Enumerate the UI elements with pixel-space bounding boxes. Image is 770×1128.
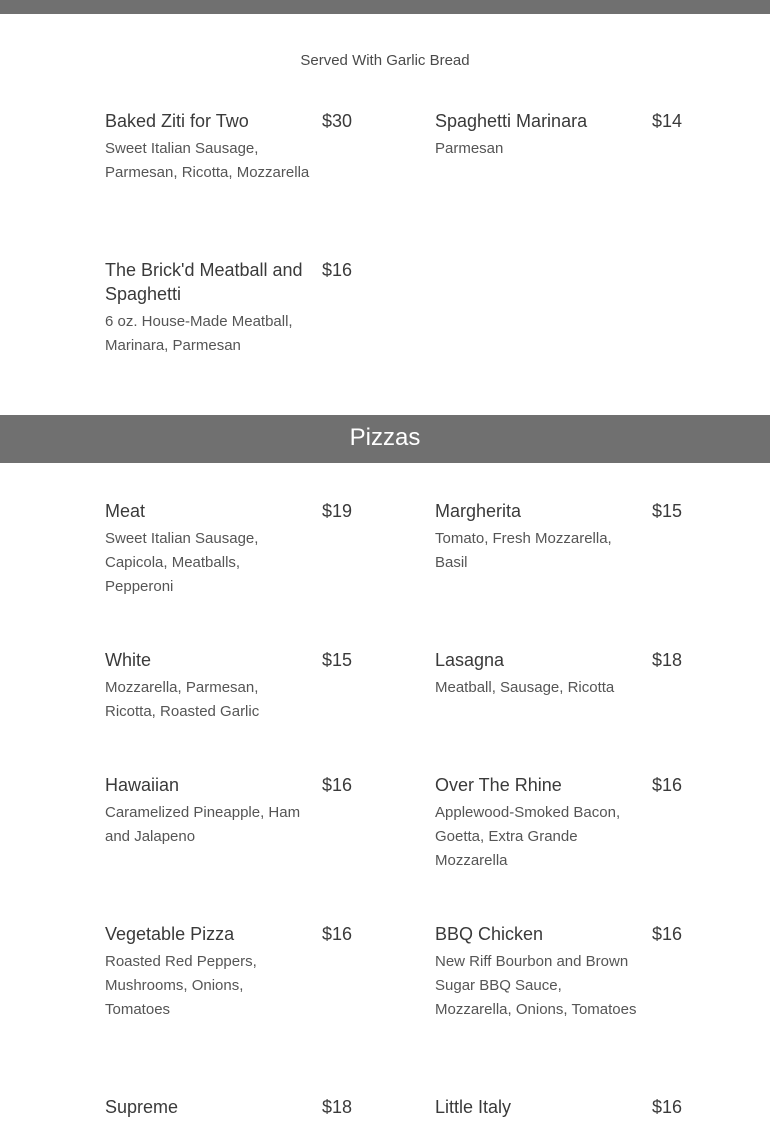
item-description: Parmesan bbox=[435, 140, 504, 157]
item-name: Supreme bbox=[105, 1097, 179, 1117]
top-divider-bar bbox=[0, 0, 770, 14]
item-name: White bbox=[105, 650, 152, 670]
item-name: Baked Ziti for Two bbox=[105, 111, 249, 131]
menu-item bbox=[435, 499, 682, 575]
item-name: Lasagna bbox=[435, 650, 505, 670]
item-price: $18 bbox=[321, 1097, 352, 1117]
item-price: $30 bbox=[321, 111, 352, 131]
item-description: Roasted Red Peppers, Mushrooms, Onions, Tomatoes bbox=[105, 953, 257, 1018]
item-price: $19 bbox=[321, 501, 352, 521]
item-description: Caramelized Pineapple, Ham and Jalapeno bbox=[105, 804, 301, 845]
item-price: $16 bbox=[651, 775, 682, 795]
menu-item bbox=[105, 648, 352, 724]
item-name: BBQ Chicken bbox=[435, 924, 544, 944]
menu-item bbox=[105, 1095, 352, 1119]
item-description: Meatball, Sausage, Ricotta bbox=[435, 679, 615, 696]
item-description: Sweet Italian Sausage, Capicola, Meatballs, Pepperoni bbox=[105, 530, 259, 595]
menu-item bbox=[435, 648, 682, 700]
item-price: $16 bbox=[651, 1097, 682, 1117]
section-subtitle: Served With Garlic Bread bbox=[300, 52, 470, 69]
menu-item bbox=[105, 258, 352, 358]
item-price: $16 bbox=[651, 924, 682, 944]
item-name: Margherita bbox=[435, 501, 522, 521]
menu-item bbox=[435, 773, 682, 873]
menu-item bbox=[435, 109, 682, 161]
item-name: Vegetable Pizza bbox=[105, 924, 235, 944]
item-description: 6 oz. House-Made Meatball, Marinara, Parmesan bbox=[105, 313, 293, 354]
menu-item bbox=[435, 1095, 682, 1119]
menu-item bbox=[105, 922, 352, 1022]
menu-item bbox=[105, 773, 352, 849]
item-description: Applewood-Smoked Bacon, Goetta, Extra Grande Mozzarella bbox=[435, 804, 621, 869]
item-name: Little Italy bbox=[435, 1097, 512, 1117]
item-description: Sweet Italian Sausage, Parmesan, Ricotta, Mozzarella bbox=[105, 140, 310, 181]
item-name: The Brick'd Meatball and Spaghetti bbox=[105, 260, 303, 304]
item-name: Spaghetti Marinara bbox=[435, 111, 588, 131]
menu-item bbox=[105, 109, 352, 185]
item-price: $14 bbox=[651, 111, 682, 131]
item-price: $15 bbox=[321, 650, 352, 670]
item-description: Tomato, Fresh Mozzarella, Basil bbox=[435, 530, 612, 571]
item-price: $16 bbox=[321, 775, 352, 795]
item-name: Meat bbox=[105, 501, 146, 521]
item-description: New Riff Bourbon and Brown Sugar BBQ Sauce, Mozzarella, Onions, Tomatoes bbox=[435, 953, 637, 1018]
section-header-pizzas: Pizzas bbox=[0, 415, 770, 463]
menu-item bbox=[435, 922, 682, 1022]
item-name: Hawaiian bbox=[105, 775, 180, 795]
item-description: Mozzarella, Parmesan, Ricotta, Roasted Garlic bbox=[105, 679, 260, 720]
menu-item bbox=[105, 499, 352, 599]
item-price: $16 bbox=[321, 260, 352, 280]
item-price: $18 bbox=[651, 650, 682, 670]
item-price: $15 bbox=[651, 501, 682, 521]
item-name: Over The Rhine bbox=[435, 775, 562, 795]
item-price: $16 bbox=[321, 924, 352, 944]
